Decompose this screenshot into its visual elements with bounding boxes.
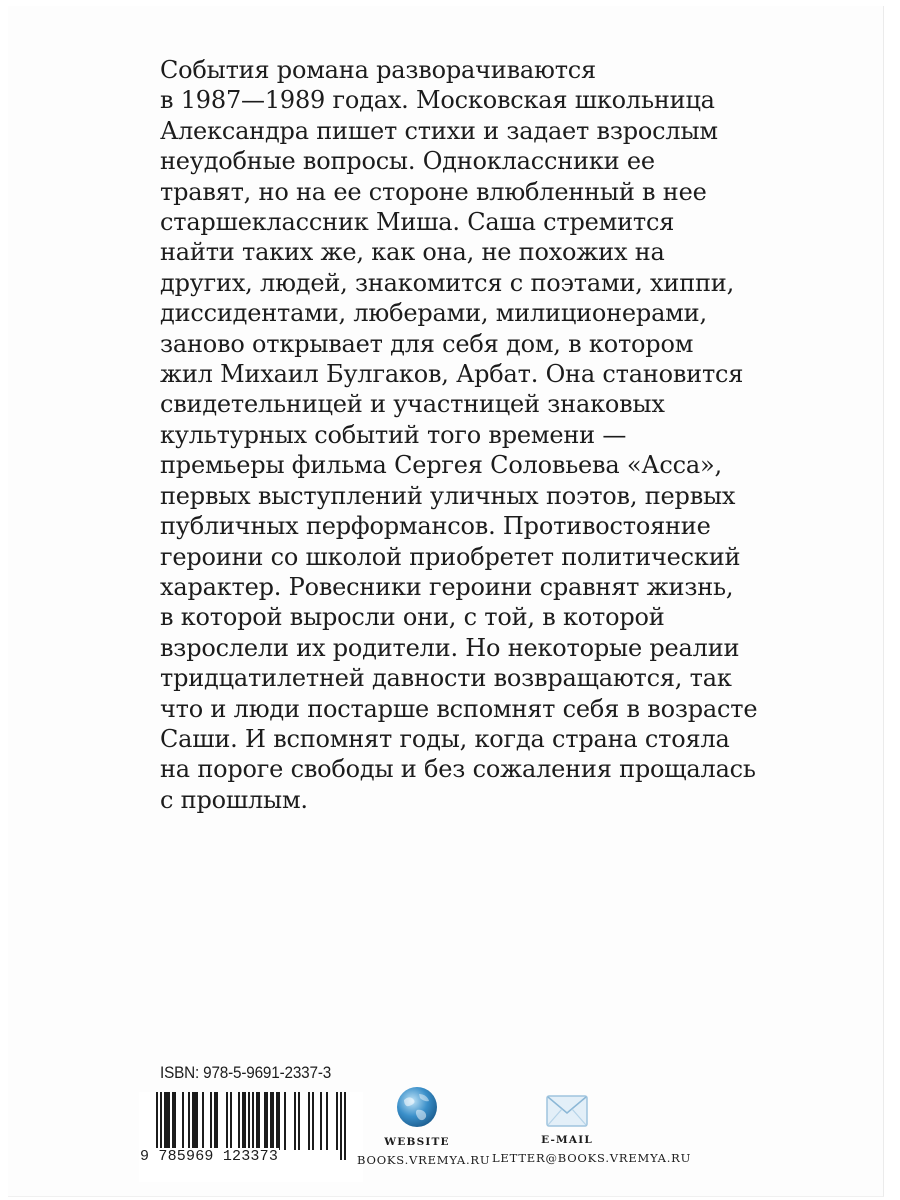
barcode-bar [272,1092,274,1150]
website-url[interactable]: BOOKS.VREMYA.RU [357,1153,491,1167]
blurb-line: неудобные вопросы. Одноклассники ее [160,147,655,176]
blurb-line: в которой выросли они, с той, в которой [160,603,665,632]
blurb-line: найти таких же, как она, не похожих на [160,238,665,267]
barcode-bar [226,1092,228,1150]
blurb-line: премьеры фильма Сергея Соловьева «Асса», [160,451,722,480]
blurb-line: жил Михаил Булгаков, Арбат. Она становится [160,360,744,389]
barcode-bar [284,1092,286,1150]
email-block [492,1095,692,1165]
blurb-line: старшеклассник Миша. Саша стремится [160,208,675,237]
blurb-line: в 1987—1989 годах. Московская школьница [160,86,715,115]
blurb-line: События романа разворачиваются [160,56,596,84]
blurb-line: с прошлым. [160,785,308,814]
barcode-digits-text: 9 785969 123373 [140,1148,279,1165]
blurb-line: первых выступлений уличных поэтов, первых [160,481,736,510]
blurb-line: характер. Ровесники героини сравнят жизнь, [160,572,734,601]
barcode-bar [164,1092,166,1150]
blurb-line: героини со школой приобретет политический [160,542,741,571]
barcode [139,1092,363,1182]
blurb-line: культурных событий того времени — [160,420,627,449]
barcode-bar [230,1092,232,1150]
blurb-line: диссидентами, люберами, милиционерами, [160,299,707,328]
blurb-line: взрослели их родители. Но некоторые реалии [160,633,740,662]
barcode-digits [139,1148,363,1165]
barcode-bar [266,1092,268,1150]
barcode-bar [172,1092,174,1150]
barcode-bar [214,1092,216,1150]
blurb-line: что и люди постарше вспомнят себя в возрасте [160,694,758,723]
blurb-line: других, людей, знакомится с поэтами, хиппи, [160,268,735,297]
barcode-bar [242,1092,244,1150]
email-address[interactable]: LETTER@BOOKS.VREMYA.RU [492,1151,692,1165]
barcode-bar [278,1092,280,1150]
barcode-bar [320,1092,322,1150]
website-block [357,1085,491,1167]
barcode-bar [202,1092,204,1150]
barcode-bar [182,1092,184,1150]
barcode-bar [298,1092,300,1150]
blurb-line: публичных перформансов. Противостояние [160,512,711,541]
isbn-label: ISBN: 978-5-9691-2337-3 [160,1063,332,1082]
globe-icon [395,1085,439,1129]
barcode-bar [264,1092,266,1150]
barcode-bar [270,1092,272,1150]
blurb-line: травят, но на ее стороне влюбленный в нее [160,177,707,206]
blurb-line: свидетельницей и участницей знаковых [160,390,665,419]
barcode-bar [196,1092,198,1150]
barcode-bar [168,1092,170,1150]
blurb-line: Саши. И вспомнят годы, когда страна стояла [160,724,730,753]
barcode-bar [336,1092,338,1150]
barcode-bar [244,1092,246,1150]
barcode-bar [258,1092,260,1150]
blurb-line: на пороге свободы и без сожаления прощалась [160,755,756,784]
barcode-bar [326,1092,328,1150]
barcode-bar [308,1092,310,1150]
barcode-bar [188,1092,190,1150]
barcode-bar [210,1092,212,1150]
envelope-icon [546,1095,588,1127]
barcode-bar [294,1092,296,1150]
website-caption: WEBSITE [384,1136,450,1148]
barcode-bar [166,1092,168,1150]
barcode-bar [238,1092,240,1150]
blurb-line: Александра пишет стихи и задает взрослым [160,116,718,145]
barcode-bar [174,1092,176,1150]
barcode-bar [256,1092,258,1150]
barcode-bar [312,1092,314,1150]
barcode-bar [216,1092,218,1150]
blurb-line: тридцатилетней давности возвращаются, так [160,664,732,693]
blurb-text [160,55,780,815]
barcode-bar [276,1092,278,1150]
barcode-bar [194,1092,196,1150]
blurb-line: заново открывает для себя дом, в котором [160,329,694,358]
barcode-bar [192,1092,194,1150]
email-caption: E-MAIL [541,1134,593,1146]
